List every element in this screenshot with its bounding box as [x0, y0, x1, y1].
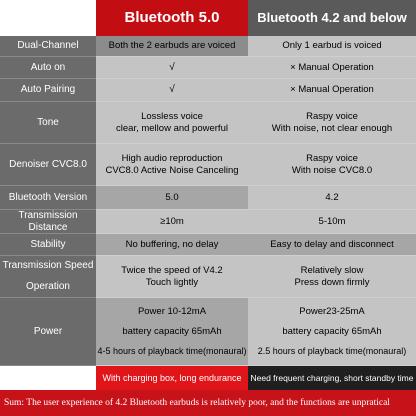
summary-banner: Sum: The user experience of 4.2 Bluetooth earbuds is relatively poor, and the functions are unpratical	[0, 390, 416, 416]
row-label-tone: Tone	[0, 102, 96, 144]
check-icon: √	[169, 61, 175, 73]
value-5-tone: Lossless voice clear, mellow and powerful	[96, 102, 248, 144]
header-blank	[0, 0, 96, 36]
value-5-transmission-distance: ≥10m	[96, 210, 248, 234]
value-4-2-denoiser: Raspy voice With noise CVC8.0	[248, 144, 416, 186]
value-4-2-auto-pairing: × Manual Operation	[248, 79, 416, 102]
header-bluetooth-4-2: Bluetooth 4.2 and below	[248, 0, 416, 36]
value-5-auto-on	[96, 57, 248, 79]
value-4-2-transmission-distance: 5-10m	[248, 210, 416, 234]
row-label-stability: Stability	[0, 234, 96, 256]
value-4-2-stability: Easy to delay and disconnect	[248, 234, 416, 256]
row-label-dual-channel: Dual-Channel	[0, 36, 96, 57]
row-label-bluetooth-version: Bluetooth Version	[0, 186, 96, 210]
row-label-auto-on: Auto on	[0, 57, 96, 79]
value-4-2-transmission-speed: Relatively slow Press down firmly	[248, 256, 416, 298]
row-label-power: Power	[0, 298, 96, 366]
header-bluetooth-5: Bluetooth 5.0	[96, 0, 248, 36]
value-4-2-tone: Raspy voice With noise, not clear enough	[248, 102, 416, 144]
row-label-auto-pairing: Auto Pairing	[0, 79, 96, 102]
value-4-2-power: Power23-25mA battery capacity 65mAh 2.5 hours of playback time(monaural)	[248, 298, 416, 366]
row-label-transmission-distance: Transmission Distance	[0, 210, 96, 234]
value-4-2-bluetooth-version: 4.2	[248, 186, 416, 210]
footer-bluetooth-5: With charging box, long endurance	[96, 366, 248, 390]
value-5-bluetooth-version: 5.0	[96, 186, 248, 210]
value-5-denoiser: High audio reproduction CVC8.0 Active Noise Canceling	[96, 144, 248, 186]
row-label-transmission-speed: Transmission Speed Operation	[0, 256, 96, 298]
footer-blank	[0, 366, 96, 390]
value-4-2-auto-on: × Manual Operation	[248, 57, 416, 79]
footer-bluetooth-4-2: Need frequent charging, short standby time	[248, 366, 416, 390]
value-5-auto-pairing	[96, 79, 248, 102]
row-label-denoiser: Denoiser CVC8.0	[0, 144, 96, 186]
value-5-transmission-speed: Twice the speed of V4.2 Touch lightly	[96, 256, 248, 298]
value-4-2-dual-channel: Only 1 earbud is voiced	[248, 36, 416, 57]
value-5-dual-channel: Both the 2 earbuds are voiced	[96, 36, 248, 57]
value-5-stability: No buffering, no delay	[96, 234, 248, 256]
check-icon: √	[169, 84, 175, 95]
value-5-power: Power 10-12mA battery capacity 65mAh 4-5 hours of playback time(monaural)	[96, 298, 248, 366]
